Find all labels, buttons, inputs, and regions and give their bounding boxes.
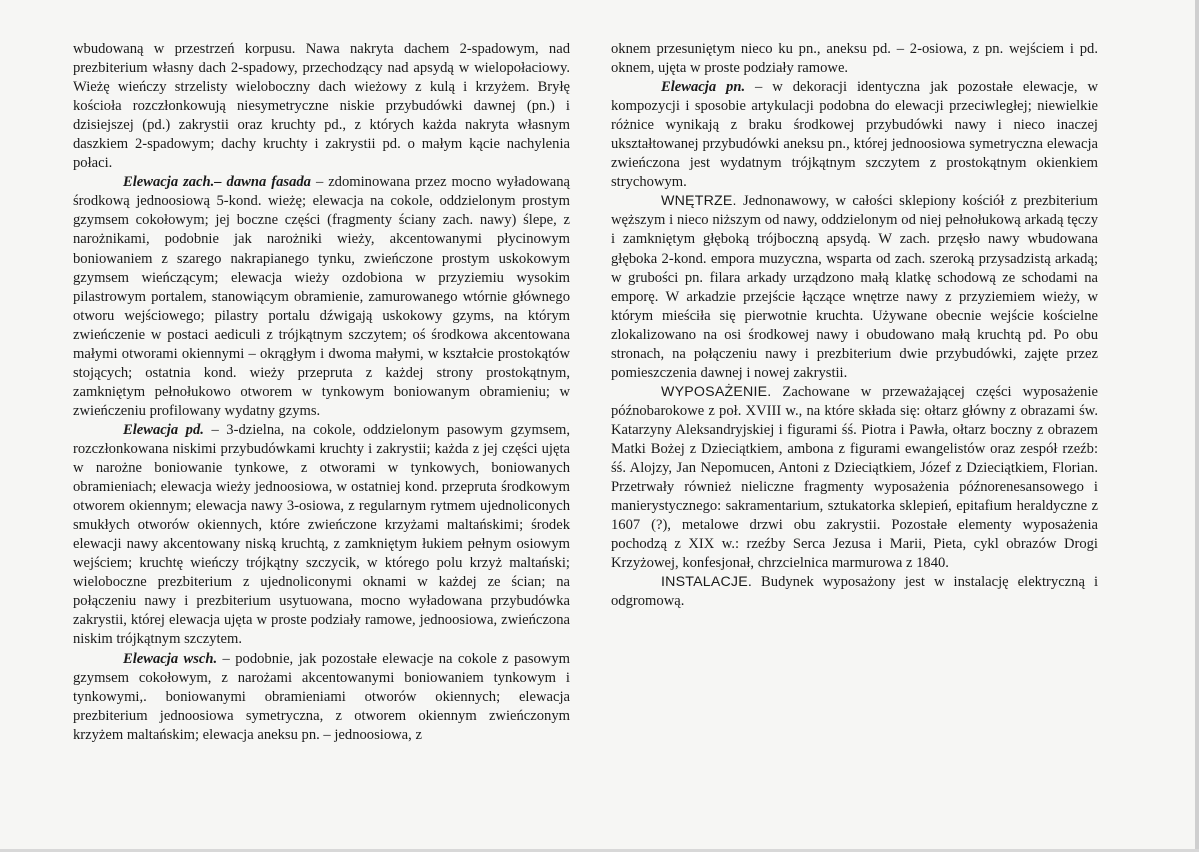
text-north-elevation: – w dekoracji identyczna jak pozostałe elewacje, w kompozycji i sposobie artykulacji podobna do elewacji przeciwległej; niewielkie różnice wynikają z braku środkowej przybudówki nawy i nieco inaczej ukształtowanej przybudówki aneksu pn., której jednoosiowa symetryczna elewacja zwieńczona jest wydatnym trójkątnym szczytem z prostokątnym okienkiem strychowym. — [611, 79, 1099, 191]
page-edge — [1195, 0, 1199, 852]
heading-installations: INSTALACJE. — [661, 574, 753, 591]
heading-furnishings: WYPOSAŻENIE. — [661, 383, 772, 400]
text-furnishings: Zachowane w przeważającej części wyposażenie późnobarokowe z poł. XVIII w., na które składa się: ołtarz główny z obrazami św. Katarzyny Aleksandryjskiej i figurami śś. Piotra i Pawła, ołtarz boczny z obrazem Matki Bożej z Dzieciątkiem, ambona z figurami ewangelistów oraz zespół rzeźb: śś. Alojzy, Jan Nepomucen, Antoni z Dzieciątkiem, Józef z Dzieciątkiem, Florian. Przetrwały również nieliczne fragmenty wyposażenia późnorenesansowego i manierystycznego: sakramentarium, sztukatorka sklepień, epitafium heraldyczne z 1607 (?), metalowe drzwi obu zakrystii. Pozostałe elementy wyposażenia pochodzą z XIX w.: rzeźby Serca Jezusa i Marii, Pieta, cykl obrazów Drogi Krzyżowej, konfesjonał, chrzcielnica marmurowa z 1840. — [611, 383, 1098, 572]
heading-north-elevation: Elewacja pn. — [661, 79, 746, 96]
left-column — [73, 40, 570, 745]
paragraph-east-elevation-cont: oknem przesuniętym nieco ku pn., aneksu pd. – 2-osiowa, z pn. wejściem i pd. oknem, ujęta w proste podziały ramowe. — [611, 41, 1098, 77]
paragraph-roof: wbudowaną w przestrzeń korpusu. Nawa nakryta dachem 2-spadowym, nad prezbiterium własny dach 2-spadowy, przechodzący nad apsydą w wielopołaciowy. Wieżę wieńczy strzelisty wieloboczny dach wieżowy z kulą i krzyżem. Bryłę kościoła rozczłonkowują niesymetryczne niskie przybudówki dawnej (pn.) i dzisiejszej (pd.) zakrystii oraz kruchty pd., z których każda nakryta własnym daszkiem 2-spadowym; dachy kruchty i zakrystii pd. o małym kącie nachylenia połaci. — [73, 41, 570, 172]
paragraph-furnishings — [611, 383, 1098, 573]
heading-interior: WNĘTRZE. — [661, 193, 737, 210]
paragraph-installations — [611, 573, 1098, 611]
right-column — [611, 40, 1098, 611]
paragraph-east-elevation — [73, 650, 570, 745]
paragraph-south-elevation — [73, 421, 570, 650]
heading-south-elevation: Elewacja pd. — [123, 421, 204, 438]
heading-east-elevation: Elewacja wsch. — [123, 650, 218, 667]
text-east-elevation: – podobnie, jak pozostałe elewacje na cokole z pasowym gzymsem cokołowym, z narożami akcentowanymi boniowaniem tynkowym i tynkowymi,. boniowanymi obramieniami otworów okiennych; elewacja prezbiterium jednoosiowa symetryczna, z otworem okiennym zwieńczonym krzyżem maltańskim; elewacja aneksu pn. – jednoosiowa, z — [73, 650, 570, 743]
heading-west-elevation: Elewacja zach.– dawna fasada — [123, 174, 311, 191]
text-west-elevation: – zdominowana przez mocno wyładowaną środkową jednoosiową 5-kond. wieżę; elewacja na cokole, oddzielonym prostym gzymsem cokołowym; jej boczne części (fragmenty ściany zach. nawy) ślepe, z narożnikami, podobnie jak narożniki wieży, akcentowanymi płycinowym boniowaniem z szarego nakrapianego tynku, zwieńczone prostym uskokowym gzymsem wieńczącym; elewacja wieży ozdobiona w przyziemiu wysokim pilastrowym portalem, stanowiącym obramienie, zamurowanego wtórnie głównego otworu wejściowego; pilastry portalu dźwigają uskokowy gzyms, na którym zwieńczenie w postaci aediculi z trójkątnym szczytem; oś środkowa akcentowana małymi otworami okiennymi – okrągłym i dwoma małymi, w kształcie prostokątów stojących; ostatnia kond. wieży przepruta z każdej strony prostokątnym, zamkniętym pełnołukowo otworem w tynkowym boniowanym obramieniu; w zwieńczeniu profilowany wydatny gzyms. — [73, 174, 570, 419]
paragraph-north-elevation — [611, 78, 1098, 192]
text-interior: Jednonawowy, w całości sklepiony kościół z prezbiterium węższym i nieco niższym od nawy, oddzielonym od niej pełnołukową arkadą tęczy i zamkniętym głęboką trójboczną apsydą. W zach. przęsło nawy wbudowana głęboka 2-kond. empora muzyczna, wsparta od zach. szeroką przysadzistą arkadą; w grubości pn. filara arkady urządzono małą klatkę schodową ze schodami na emporę. W arkadzie przejście łączące wnętrze nawy z przyziemiem wieży, w którym mieściła się pierwotnie kruchta. Używane obecnie wejście kościelne zlokalizowano na osi środkowej nawy i obudowano małą kruchtą pd. Po obu stronach, na połączeniu nawy i prezbiterium dwie przybudówki, zajęte przez pomieszczenia dawnej i nowej zakrystii. — [611, 193, 1098, 381]
paragraph-west-elevation — [73, 173, 570, 421]
paragraph-interior — [611, 192, 1098, 382]
text-south-elevation: – 3-dzielna, na cokole, oddzielonym pasowym gzymsem, rozczłonkowana niskimi przybudówkami kruchty i zakrystii; każda z jej części ujęta w narożne boniowanie tynkowe, z otworami w tynkowych, boniowanych obramieniach; elewacja wieży jednoosiowa, w ostatniej kond. przepruta środkowym otworem okiennym; elewacja nawy 3-osiowa, z regularnym rytmem ujednoliconych smukłych otworów okiennych, które zwieńczone krzyżami maltańskimi; środek elewacji nawy akcentowany niską kruchtą, z zamkniętym łukiem pełnym osiowym wejściem; kruchtę wieńczy trójkątny szczycik, w którego polu krzyż maltański; wieloboczne prezbiterium z ujednoliconymi oknami w każdej ze ścian; na połączeniu nawy i prezbiterium usytuowana, mocno wyładowana przybudówka zakrystii, której elewacja ujęta w proste podziały ramowe, jednoosiowa, zwieńczona niskim trójkątnym szczytem. — [73, 421, 570, 648]
text-installations: Budynek wyposażony jest w instalację elektryczną i odgromową. — [611, 574, 1098, 610]
